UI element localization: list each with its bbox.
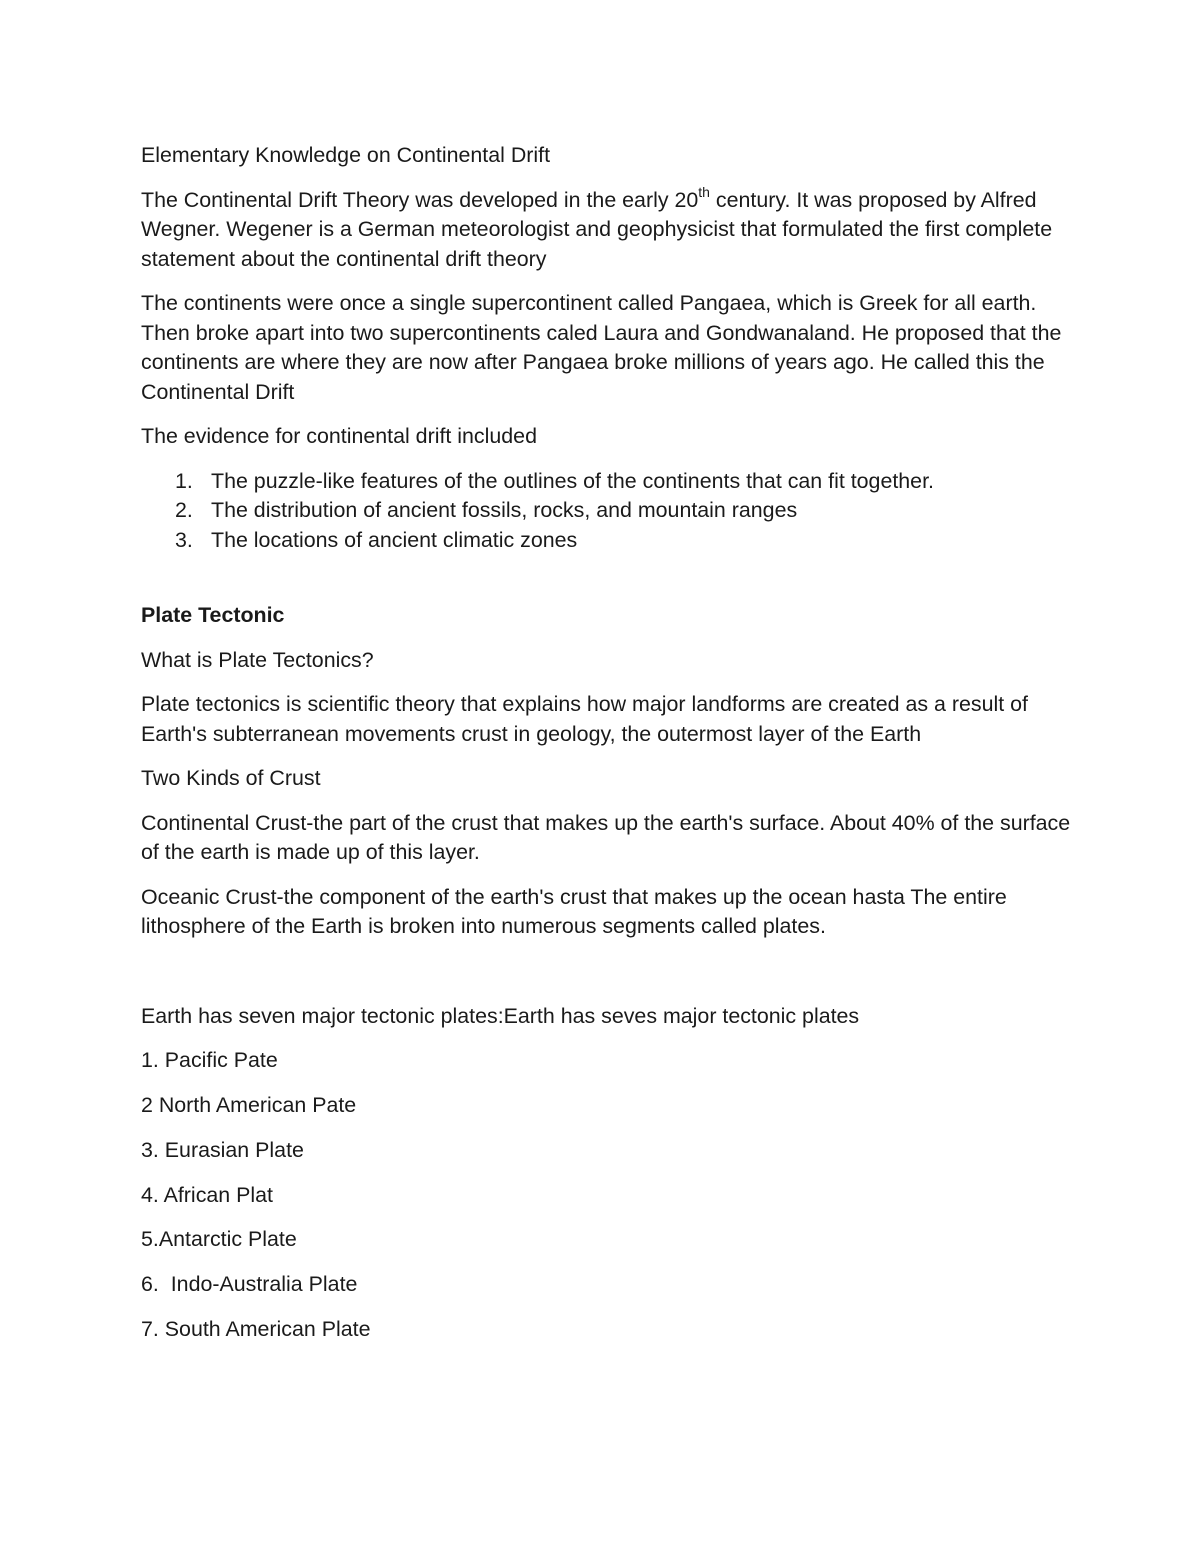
intro-text-start: The Continental Drift Theory was developed in the early 20 xyxy=(141,187,699,212)
evidence-item-number: 1. xyxy=(175,468,193,493)
evidence-item xyxy=(141,467,1071,497)
evidence-item-number: 3. xyxy=(175,527,193,552)
evidence-item-text: The locations of ancient climatic zones xyxy=(211,527,578,552)
document-title: Elementary Knowledge on Continental Drift xyxy=(141,143,551,167)
evidence-item-text: The puzzle-like features of the outlines of the continents that can fit together. xyxy=(211,468,934,493)
plate-list-item: 3. Eurasian Plate xyxy=(141,1137,304,1162)
definition-paragraph: Plate tectonics is scientific theory that explains how major landforms are created as a result of Earth's subterranean movements crust in geology, the outermost layer of the Earth xyxy=(141,692,1028,746)
continental-crust-paragraph: Continental Crust-the part of the crust that makes up the earth's surface. About 40% of the surface of the earth is made up of this layer. xyxy=(141,810,1071,864)
intro-paragraph xyxy=(141,186,1071,275)
evidence-item xyxy=(141,526,1071,556)
evidence-list xyxy=(141,467,1071,556)
plate-list-item: 6. Indo-Australia Plate xyxy=(141,1272,358,1297)
plates-intro: Earth has seven major tectonic plates:Earth has seves major tectonic plates xyxy=(141,1003,860,1028)
section-spacer xyxy=(141,957,1071,1002)
evidence-item-number: 2. xyxy=(175,498,193,522)
oceanic-crust-paragraph: Oceanic Crust-the component of the earth's crust that makes up the ocean hasta The entire lithosphere of the Earth is broken into numerous segments called plates. xyxy=(141,884,1007,938)
plate-list-item: 1. Pacific Pate xyxy=(141,1048,278,1073)
question-line: What is Plate Tectonics? xyxy=(141,647,374,672)
plate-list-item: 7. South American Plate xyxy=(141,1317,371,1342)
plates-section xyxy=(141,1002,1071,1345)
evidence-item xyxy=(141,496,1071,526)
plate-list-item: 2 North American Pate xyxy=(141,1093,357,1118)
crust-heading: Two Kinds of Crust xyxy=(141,766,321,790)
plate-list-item: 5.Antarctic Plate xyxy=(141,1227,297,1252)
superscript-th: th xyxy=(698,184,710,201)
evidence-item-text: The distribution of ancient fossils, rocks, and mountain ranges xyxy=(211,498,798,522)
plate-list-item: 4. African Plat xyxy=(141,1182,273,1207)
section-heading: Plate Tectonic xyxy=(141,603,285,627)
evidence-intro: The evidence for continental drift included xyxy=(141,424,537,448)
pangaea-paragraph: The continents were once a single supercontinent called Pangaea, which is Greek for all earth. Then broke apart into two supercontinents caled Laura and Gondwanaland. He proposed that the continents are where they are now after Pangaea broke millions of years ago. He called this the Continental Drift xyxy=(141,291,1062,404)
document-body xyxy=(141,141,1071,1360)
section-spacer xyxy=(141,555,1071,601)
intro-text-end: century. It was proposed by Alfred Wegner. Wegener is a German meteorologist and geophysicist that formulated the first complete statement about the continental drift theory xyxy=(141,187,1053,271)
